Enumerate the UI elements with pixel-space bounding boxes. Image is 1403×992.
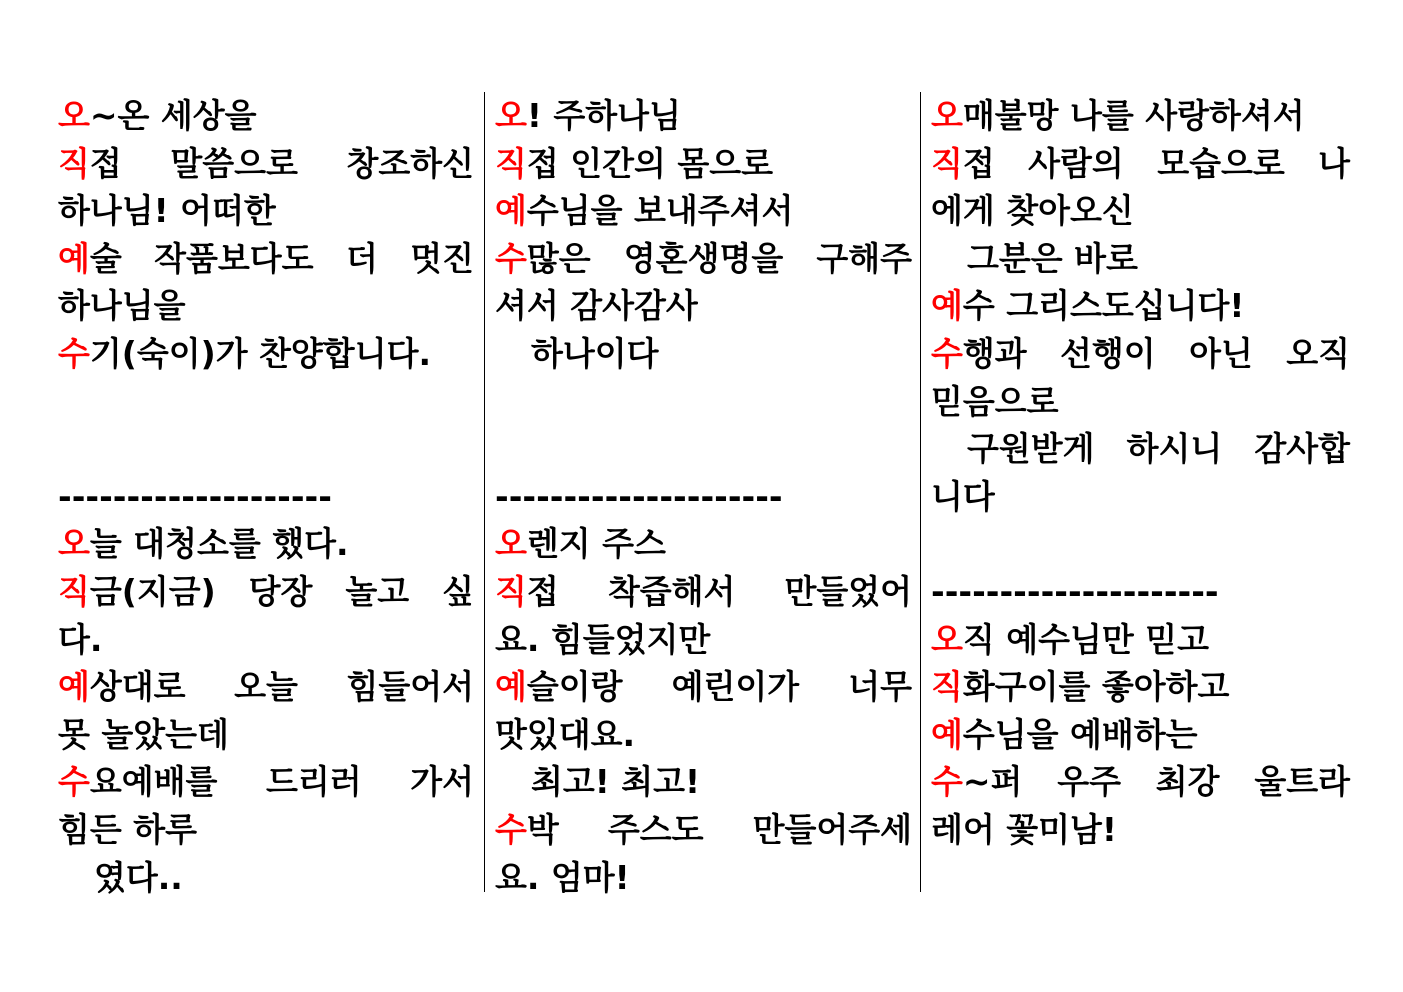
verse-line [931, 235, 1350, 283]
verse-line [58, 282, 474, 330]
verse-line [931, 187, 1350, 235]
dashed-separator: -------------------- [58, 476, 332, 516]
acrostic-initial: 직 [931, 143, 963, 183]
acrostic-initial: 직 [495, 571, 527, 611]
verse-line [58, 92, 474, 140]
column-divider [484, 92, 485, 892]
verse-text: 구원받게 하시니 감사합 [967, 429, 1350, 469]
acrostic-page [58, 92, 1350, 897]
verse-text: 맛있대요. [495, 714, 636, 754]
acrostic-initial: 수 [495, 238, 527, 278]
verse-line [58, 616, 474, 664]
acrostic-initial: 수 [58, 333, 90, 373]
verse-line [495, 711, 912, 759]
verse-line [931, 616, 1350, 664]
verse-text: 접 착즙해서 만들었어 [526, 571, 912, 611]
acrostic-initial: 예 [931, 714, 963, 754]
verse-line [58, 425, 474, 473]
acrostic-initial: 직 [58, 571, 90, 611]
verse-line [931, 378, 1350, 426]
verse-line [931, 711, 1350, 759]
verse-line [931, 92, 1350, 140]
acrostic-initial: 오 [58, 96, 90, 135]
verse-text: 수 그리스도십니다! [962, 286, 1245, 326]
verse-line [495, 378, 912, 426]
verse-text: 금(지금) 당장 놀고 싶 [89, 571, 474, 611]
verse-text: 요예배를 드리러 가서 [89, 762, 474, 802]
verse-text: 화구이를 좋아하고 [962, 667, 1230, 707]
verse-text: 접 인간의 몸으로 [526, 143, 774, 183]
acrostic-initial: 예 [58, 667, 90, 707]
verse-text: 에게 찾아오신 [931, 191, 1134, 231]
verse-line [495, 425, 912, 473]
column-1 [58, 92, 474, 897]
acrostic-verse [495, 520, 912, 901]
acrostic-initial: 직 [58, 143, 90, 183]
verse-line [58, 378, 474, 426]
acrostic-initial: 수 [495, 809, 527, 849]
verse-text: 그분은 바로 [967, 238, 1138, 278]
verse-text: 술 작품보다도 더 멋진 [89, 238, 474, 278]
acrostic-initial: 예 [58, 238, 90, 278]
verse-text: 셔서 감사감사 [495, 286, 698, 326]
verse-text: 힘든 하루 [58, 809, 198, 849]
verse-line [495, 854, 912, 902]
verse-text: 수님을 예배하는 [962, 714, 1198, 754]
verse-text: 직 예수님만 믿고 [962, 619, 1210, 659]
acrostic-initial: 오 [58, 524, 90, 564]
acrostic-verse [58, 92, 474, 473]
acrostic-initial: 오 [495, 524, 527, 564]
verse-text: 슬이랑 예린이가 너무 [526, 667, 912, 707]
verse-line [931, 758, 1350, 806]
verse-line [495, 758, 912, 806]
verse-line [58, 140, 474, 188]
acrostic-initial: 수 [58, 762, 90, 802]
verse-line [58, 663, 474, 711]
verse-line [495, 616, 912, 664]
verse-text: 하나님을 [58, 286, 186, 326]
acrostic-initial: 예 [931, 286, 963, 326]
verse-text: 못 놀았는데 [58, 714, 229, 754]
verse-line [931, 806, 1350, 854]
acrostic-initial: 직 [495, 143, 527, 183]
verse-text: 기(숙이)가 찬양합니다. [89, 333, 431, 373]
verse-text: 접 사람의 모습으로 나 [962, 143, 1350, 183]
verse-line [931, 520, 1350, 568]
acrostic-verse [58, 520, 474, 901]
verse-text: 늘 대청소를 했다. [89, 524, 349, 564]
verse-text: 니다 [931, 476, 995, 516]
acrostic-initial: 오 [931, 619, 963, 659]
acrostic-initial: 수 [931, 762, 963, 802]
verse-text: 상대로 오늘 힘들어서 [89, 667, 474, 707]
acrostic-verse [931, 92, 1350, 568]
verse-line [495, 806, 912, 854]
verse-line [58, 187, 474, 235]
verse-line [58, 520, 474, 568]
acrostic-initial: 오 [495, 96, 527, 135]
acrostic-initial: 예 [495, 667, 527, 707]
dashed-separator: --------------------- [931, 571, 1219, 611]
verse-line [58, 854, 474, 902]
verse-line [58, 235, 474, 283]
verse-line [58, 330, 474, 378]
verse-text: 렌지 주스 [526, 524, 666, 564]
verse-text: 하나이다 [531, 333, 659, 373]
column-3 [931, 92, 1350, 892]
verse-text: 접 말씀으로 창조하신 [89, 143, 474, 183]
verse-line [58, 758, 474, 806]
verse-text: 행과 선행이 아닌 오직 [962, 333, 1350, 373]
verse-text: ~온 세상을 [89, 96, 257, 135]
verse-line [58, 711, 474, 759]
verse-text: 다. [58, 619, 103, 659]
acrostic-initial: 직 [931, 667, 963, 707]
verse-text: 하나님! 어떠한 [58, 191, 276, 231]
acrostic-verse [931, 616, 1350, 854]
verse-line [58, 568, 474, 616]
verse-line [495, 235, 912, 283]
acrostic-initial: 오 [931, 96, 963, 135]
verse-text: 레어 꽃미남! [931, 809, 1117, 849]
verse-line [931, 140, 1350, 188]
column-2 [495, 92, 912, 897]
verse-line [931, 282, 1350, 330]
verse-line [495, 520, 912, 568]
verse-text: 믿음으로 [931, 381, 1059, 421]
verse-text: 요. 힘들었지만 [495, 619, 711, 659]
verse-line [58, 806, 474, 854]
acrostic-initial: 예 [495, 191, 527, 231]
verse-text: 많은 영혼생명을 구해주 [526, 238, 912, 278]
verse-text: 매불망 나를 사랑하셔서 [962, 96, 1305, 135]
verse-line [495, 663, 912, 711]
verse-line [495, 330, 912, 378]
verse-text: ~퍼 우주 최강 울트라 [962, 762, 1350, 802]
verse-line [495, 92, 912, 140]
verse-line [931, 425, 1350, 473]
verse-line [931, 473, 1350, 521]
verse-text: 수님을 보내주셔서 [526, 191, 794, 231]
verse-text: 최고! 최고! [531, 762, 701, 802]
verse-text: ! 주하나님 [526, 96, 681, 135]
verse-line [495, 140, 912, 188]
verse-line [931, 330, 1350, 378]
verse-line [495, 568, 912, 616]
acrostic-verse [495, 92, 912, 473]
verse-line [495, 282, 912, 330]
column-divider [920, 92, 921, 892]
verse-text: 였다.. [94, 857, 183, 897]
verse-line [495, 187, 912, 235]
dashed-separator: --------------------- [495, 476, 783, 516]
acrostic-initial: 수 [931, 333, 963, 373]
verse-text: 박 주스도 만들어주세 [526, 809, 912, 849]
verse-text: 요. 엄마! [495, 857, 630, 897]
verse-line [931, 663, 1350, 711]
